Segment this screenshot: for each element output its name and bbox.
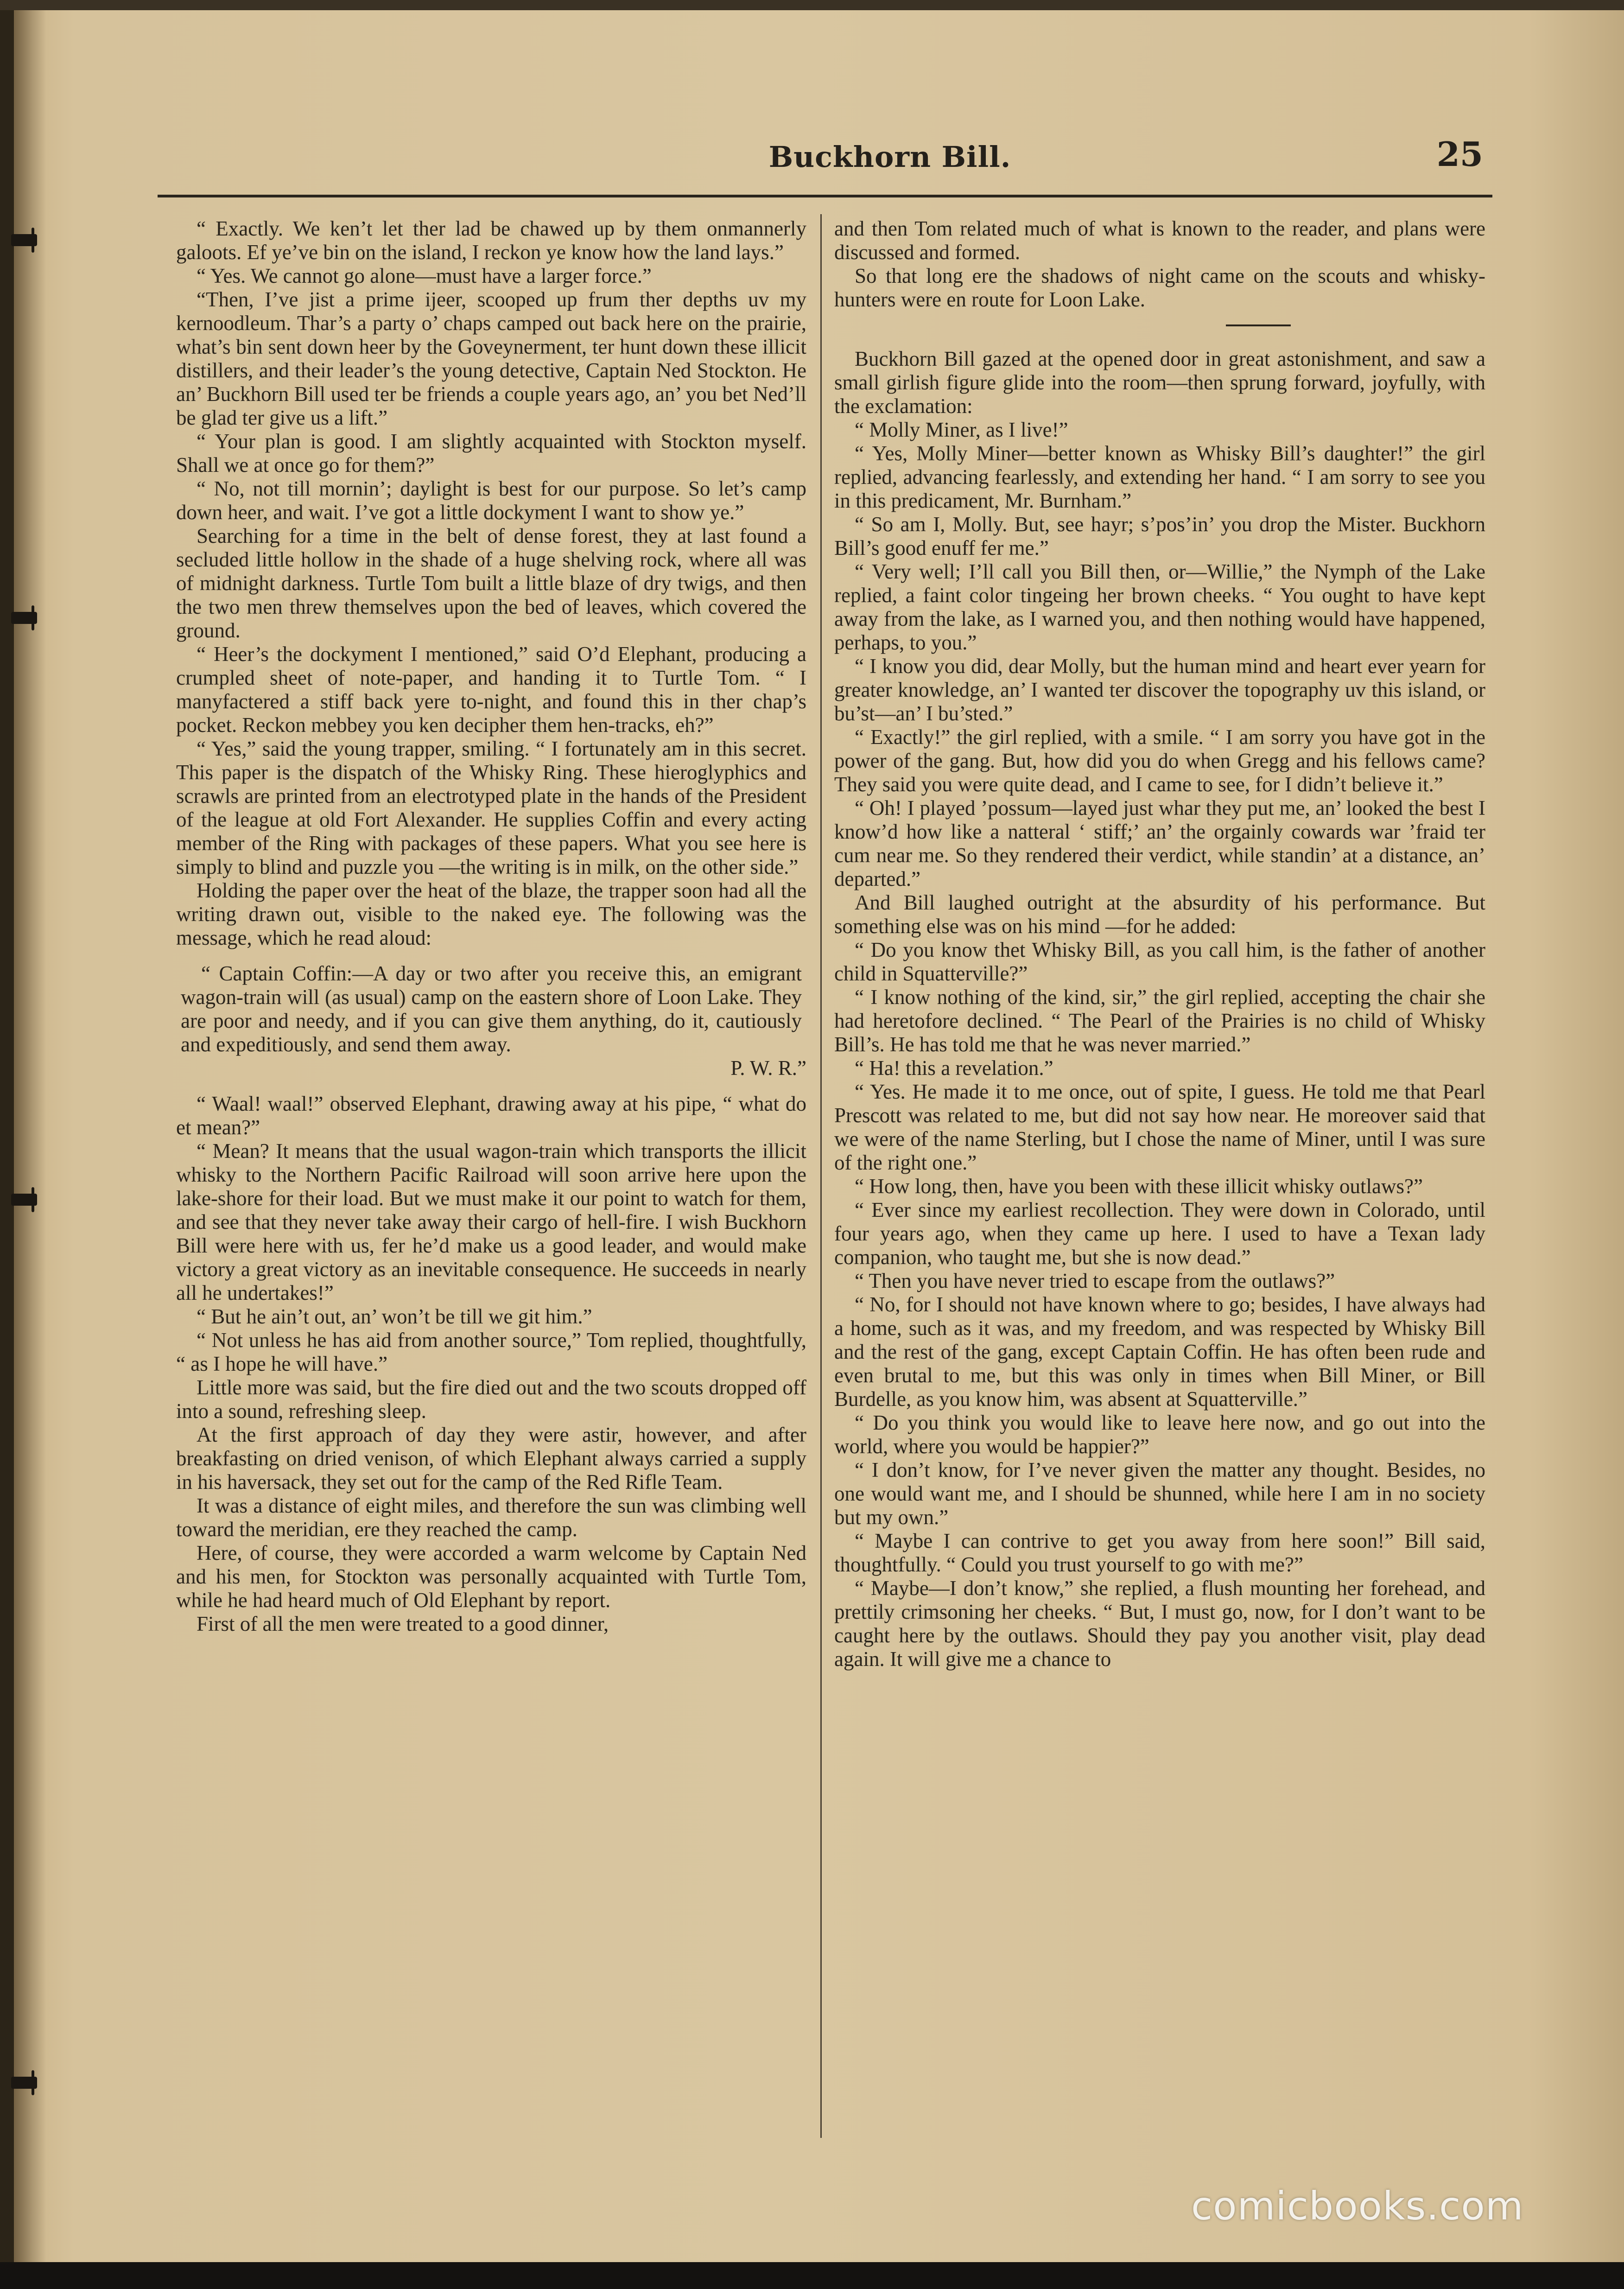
paragraph: “ Mean? It means that the usual wagon-train which transports the illicit whisky to the Northern Pacific Railroad will soon arrive here upon the lake-shore for their load. But we must make it our point to watch for them, and see that they never take away their cargo of hell-fire. I wish Buckhorn Bill were here with us, fer he’d make us a good leader, and would make victory a great victory as an inevitable consequence. He succeeds in nearly all he undertakes!” bbox=[176, 1139, 806, 1304]
paragraph: “ No, for I should not have known where to go; besides, I have always had a home, such as it was, and my freedom, and was respected by Whisky Bill and the rest of the gang, except Captain Coffin. He has often been rude and even brutal to me, but this was only in times when Bill Miner, or Bill Burdelle, as you know him, was absent at Squatterville.” bbox=[834, 1293, 1485, 1411]
paragraph: Little more was said, but the fire died out and the two scouts dropped off into a sound, refreshing sleep. bbox=[176, 1376, 806, 1423]
binding-stitch bbox=[11, 234, 37, 246]
paragraph: “ But he ain’t out, an’ won’t be till we git him.” bbox=[197, 1305, 592, 1328]
paragraph: First of all the men were treated to a good dinner, bbox=[197, 1612, 609, 1635]
scan-border-top bbox=[0, 0, 1624, 10]
paragraph: And Bill laughed outright at the absurdity of his performance. But something else was on his mind —for he added: bbox=[834, 891, 1485, 938]
section-break bbox=[834, 312, 1485, 335]
paragraph: “ Heer’s the dockyment I mentioned,” said O’d Elephant, producing a crumpled sheet of note-paper, and handing it to Turtle Tom. “ I manyfactered a stiff back yere to-night, and found this in ther chap’s pocket. Reckon mebbey you ken decipher them hen-tracks, eh?” bbox=[176, 642, 806, 737]
paragraph: “ Ha! this a revelation.” bbox=[855, 1056, 1053, 1080]
paragraph: “ Do you know thet Whisky Bill, as you call him, is the father of another child in Squatterville?” bbox=[834, 938, 1485, 985]
page-header bbox=[158, 131, 1483, 186]
paragraph: “ No, not till mornin’; daylight is best for our purpose. So let’s camp down heer, and wait. I’ve got a little dockyment I want to show ye.” bbox=[176, 477, 806, 524]
paragraph: “ I don’t know, for I’ve never given the matter any thought. Besides, no one would want me, and I should be shunned, while here I am in no society but my own.” bbox=[834, 1458, 1485, 1529]
watermark: comicbooks.com bbox=[1191, 2183, 1524, 2229]
scan-border-left bbox=[0, 0, 14, 2289]
paragraph: “Then, I’ve jist a prime ijeer, scooped up frum ther depths uv my kernoodleum. Thar’s a party o’ chaps camped out back here on the prairie, what’s bin sent down heer by the Goveynerment, ter hunt down these illicit distillers, and their leader’s the young detective, Captain Ned Stockton. He an’ Buckhorn Bill used ter be friends a couple years ago, an’ you bet Ned’ll be glad ter give us a lift.” bbox=[176, 288, 806, 429]
paragraph: “ Maybe I can contrive to get you away from here soon!” Bill said, thoughtfully. “ Could you trust yourself to go with me?” bbox=[834, 1529, 1485, 1576]
paragraph: “ Very well; I’ll call you Bill then, or—Willie,” the Nymph of the Lake replied, a faint color tingeing her brown cheeks. “ You ought to have kept away from the lake, as I warned you, and then nothing would have happened, perhaps, to you.” bbox=[834, 560, 1485, 654]
paragraph: “ Oh! I played ’possum—layed just whar they put me, an’ looked the best I know’d how like a natteral ‘ stiff;’ an’ the orgainly cowards war ’fraid ter cum near me. So they rendered their verdict, while standin’ at a distance, an’ departed.” bbox=[834, 796, 1485, 890]
paragraph: “ Waal! waal!” observed Elephant, drawing away at his pipe, “ what do et mean?” bbox=[176, 1092, 806, 1139]
paragraph: “ Yes. We cannot go alone—must have a larger force.” bbox=[197, 264, 652, 287]
column-divider bbox=[820, 214, 822, 2138]
header-rule bbox=[158, 195, 1492, 197]
scan-border-bottom bbox=[0, 2262, 1624, 2289]
paragraph: “ Molly Miner, as I live!” bbox=[855, 418, 1068, 441]
paragraph: “ How long, then, have you been with these illicit whisky outlaws?” bbox=[855, 1175, 1423, 1198]
paragraph: “ Your plan is good. I am slightly acquainted with Stockton myself. Shall we at once go for them?” bbox=[176, 430, 806, 477]
paragraph: “ I know you did, dear Molly, but the human mind and heart ever yearn for greater knowledge, an’ I wanted ter discover the topography uv this island, or bu’st—an’ I bu’sted.” bbox=[834, 655, 1485, 725]
text-column-right bbox=[834, 217, 1485, 2136]
paragraph: Holding the paper over the heat of the blaze, the trapper soon had all the writing drawn out, visible to the naked eye. The following was the message, which he read aloud: bbox=[176, 879, 806, 949]
paragraph: “ Do you think you would like to leave here now, and go out into the world, where you would be happier?” bbox=[834, 1411, 1485, 1458]
paragraph: “ Yes. He made it to me once, out of spite, I guess. He told me that Pearl Prescott was related to me, but did not say how near. He moreover said that we were of the name Sterling, but I chose the name of Miner, until I was sure of the right one.” bbox=[834, 1080, 1485, 1174]
paragraph: It was a distance of eight miles, and therefore the sun was climbing well toward the meridian, ere they reached the camp. bbox=[176, 1494, 806, 1541]
paragraph: “ I know nothing of the kind, sir,” the girl replied, accepting the chair she had heretofore declined. “ The Pearl of the Prairies is no child of Whisky Bill’s. He has told me that he was never married.” bbox=[834, 986, 1485, 1056]
binding-shadow bbox=[14, 0, 46, 2262]
dispatch-letter: “ Captain Coffin:—A day or two after you receive this, an emigrant wagon-train will (as usual) camp on the eastern shore of Loon Lake. They are poor and needy, and if you can give them anything, do it, cautiously and expeditiously, and send them away. bbox=[181, 962, 802, 1056]
paragraph: “ Not unless he has aid from another source,” Tom replied, thoughtfully, “ as I hope he will have.” bbox=[176, 1329, 806, 1375]
page-number: 25 bbox=[1436, 134, 1483, 174]
paragraph: “ Maybe—I don’t know,” she replied, a flush mounting her forehead, and prettily crimsoning her cheeks. “ But, I must go, now, for I don’t want to be caught here by the outlaws. Should they pay you another visit, play dead again. It will give me a chance to bbox=[834, 1577, 1485, 1671]
paragraph: “ Then you have never tried to escape from the outlaws?” bbox=[855, 1269, 1335, 1292]
binding-stitch bbox=[11, 2077, 37, 2089]
binding-stitch bbox=[11, 612, 37, 624]
paragraph: “ Ever since my earliest recollection. They were down in Colorado, until four years ago, when they came up here. I used to have a Texan lady companion, who taught me, but she is now dead.” bbox=[834, 1198, 1485, 1269]
paragraph: Searching for a time in the belt of dense forest, they at last found a secluded little hollow in the shade of a huge shelving rock, where all was of midnight darkness. Turtle Tom built a little blaze of dry twigs, and then the two men threw themselves upon the bed of leaves, which covered the ground. bbox=[176, 524, 806, 642]
dispatch-signature: P. W. R.” bbox=[730, 1056, 806, 1080]
text-column-left bbox=[176, 217, 806, 2136]
paragraph: and then Tom related much of what is known to the reader, and plans were discussed and formed. bbox=[834, 217, 1485, 264]
paragraph: At the first approach of day they were astir, however, and after breakfasting on dried venison, of which Elephant always carried a supply in his haversack, they set out for the camp of the Red Rifle Team. bbox=[176, 1423, 806, 1494]
paragraph: Here, of course, they were accorded a warm welcome by Captain Ned and his men, for Stockton was personally acquainted with Turtle Tom, while he had heard much of Old Elephant by report. bbox=[176, 1541, 806, 1612]
paragraph: “ So am I, Molly. But, see hayr; s’pos’in’ you drop the Mister. Buckhorn Bill’s good enuff fer me.” bbox=[834, 513, 1485, 560]
paragraph: “ Yes,” said the young trapper, smiling. “ I fortunately am in this secret. This paper is the dispatch of the Whisky Ring. These hieroglyphics and scrawls are printed from an electrotyped plate in the hands of the President of the league at old Fort Alexander. He supplies Coffin and every acting member of the Ring with packages of these papers. What you see here is simply to blind and puzzle you —the writing is in milk, on the other side.” bbox=[176, 737, 806, 878]
paragraph: “ Exactly. We ken’t let ther lad be chawed up by them onmannerly galoots. Ef ye’ve bin on the island, I reckon ye know how the land lays.” bbox=[176, 217, 806, 264]
paragraph: So that long ere the shadows of night came on the scouts and whisky-hunters were en route for Loon Lake. bbox=[834, 264, 1485, 311]
paragraph: Buckhorn Bill gazed at the opened door in great astonishment, and saw a small girlish figure glide into the room—then sprung forward, joyfully, with the exclamation: bbox=[834, 347, 1485, 418]
paragraph: “ Exactly!” the girl replied, with a smile. “ I am sorry you have got in the power of the gang. But, how did you do when Gregg and his fellows came? They said you were quite dead, and I came to see, for I didn’t believe it.” bbox=[834, 725, 1485, 796]
binding-stitch bbox=[11, 1194, 37, 1206]
running-title: Buckhorn Bill. bbox=[768, 140, 1011, 174]
paragraph: “ Yes, Molly Miner—better known as Whisky Bill’s daughter!” the girl replied, advancing fearlessly, and extending her hand. “ I am sorry to see you in this predicament, Mr. Burnham.” bbox=[834, 442, 1485, 512]
